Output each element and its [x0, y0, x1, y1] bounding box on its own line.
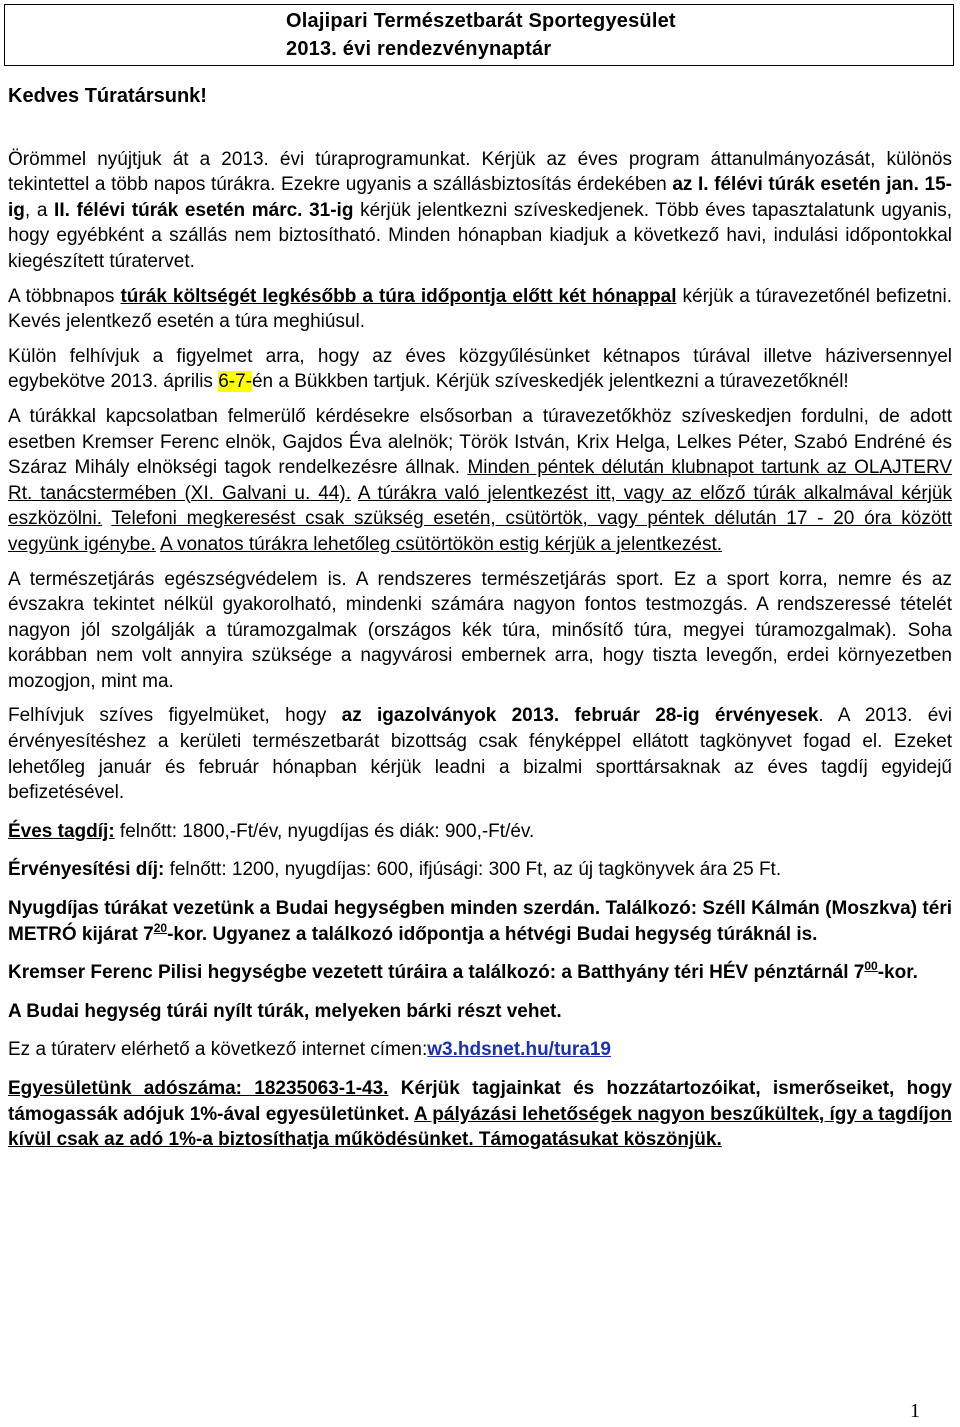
- paragraph-open-tours: A Budai hegység túrái nyílt túrák, melyeken bárki részt vehet.: [8, 1000, 562, 1022]
- paragraph-assembly: [8, 344, 952, 395]
- deadline-first-half: az I. félévi túrák esetén jan. 15-ig: [8, 174, 952, 221]
- annual-fee-values: felnőtt: 1800,-Ft/év, nyugdíjas és diák: 900,-Ft/év.: [114, 820, 535, 842]
- text: , a: [24, 199, 55, 221]
- highlighted-dates: 6-7-: [218, 371, 252, 393]
- deadline-second-half: II. félévi túrák esetén márc. 31-ig: [54, 199, 354, 221]
- text: Ez a túraterv elérhető a következő internet címen:: [8, 1039, 428, 1061]
- support-request: A pályázási lehetőségek nagyon beszűkültek, így a tagdíjon kívül csak az adó 1%-a biztosíthatja működésünket. Támogatásukat köszönjük.: [8, 1103, 952, 1151]
- phone-info: Telefoni megkeresést csak szükség esetén, csütörtök, vagy péntek délután 17 - 20 óra között vegyünk igénybe.: [8, 508, 952, 555]
- header-box: [4, 4, 954, 66]
- greeting: Kedves Túratársunk!: [8, 85, 207, 107]
- text: -kor. Ugyanez a találkozó időpontja a hétvégi Budai hegység túráknál is.: [167, 923, 818, 945]
- text: Nyugdíjas túrákat vezetünk a Budai hegységben minden szerdán. Találkozó: Széll Kálmán (Moszkva) téri METRÓ kijárat 7: [8, 898, 952, 945]
- validation-fee-label: Érvényesítési díj:: [8, 859, 165, 881]
- text: A többnapos: [8, 285, 121, 307]
- website-link[interactable]: w3.hdsnet.hu/tura19: [427, 1039, 611, 1061]
- time-minutes: 00: [864, 959, 878, 974]
- text: A túrákkal kapcsolatban felmerülő kérdésekre elsősorban a túravezetőkhöz szíveskedjen fordulni, de adott esetben Kremser Ferenc elnök, Gajdos Éva alelnök; Török István, Krix Helga, Lelkes Péter, Szabó Endréné és Száraz Mihály elnökségi tagok rendelkezésre állnak.: [8, 405, 952, 479]
- annual-fee-label: Éves tagdíj:: [8, 820, 115, 842]
- registration-info: A túrákra való jelentkezést itt, vagy az előző túrák alkalmával kérjük eszközölni.: [8, 482, 952, 530]
- text: [102, 508, 111, 529]
- page-number: 1: [910, 1400, 920, 1422]
- paragraph-costs: [8, 284, 952, 335]
- text: [351, 483, 358, 504]
- paragraph-contacts: [8, 404, 952, 558]
- paragraph-intro: [8, 147, 952, 275]
- organization-name: Olajipari Természetbarát Sportegyesület: [286, 10, 676, 32]
- text: Kérjük tagjainkat és hozzátartozóikat, ismerőseiket, hogy támogassák adójuk 1%-ával egyesületünket.: [8, 1078, 952, 1125]
- text: Külön felhívjuk a figyelmet arra, hogy az éves közgyűlésünket kétnapos túrával illetve háziversennyel egybekötve 2013. április: [8, 345, 952, 393]
- paragraph-pilis-tours: [8, 960, 952, 986]
- paragraph-validation-fee: [8, 857, 952, 883]
- paragraph-validation: [8, 703, 952, 805]
- document-title: 2013. évi rendezvénynaptár: [286, 38, 552, 60]
- text: Örömmel nyújtjuk át a 2013. évi túraprogramunkat. Kérjük az éves program áttanulmányozását, különös tekintettel a több napos túrákra. Ezekre ugyanis a szállásbiztosítás érdekében: [8, 148, 952, 196]
- club-day-info: Minden péntek délután klubnapot tartunk az OLAJTERV Rt. tanácstermében (XI. Galvani u. 44).: [8, 457, 952, 504]
- text: én a Bükkben tartjuk. Kérjük szíveskedjék jelentkezni a túravezetőknél!: [251, 371, 849, 393]
- letter-body: [8, 84, 952, 1153]
- paragraph-tax: [8, 1076, 952, 1153]
- text: . A 2013. évi érvényesítéshez a kerületi természetbarát bizottság csak fényképpel ellátott tagkönyvet fogad el. Ezeket lehetőleg január és február hónapban kérjük leadni a bizalmi sporttársaknak az éves tagdíj egyidejű befizetésével.: [8, 705, 952, 804]
- id-validity: az igazolványok 2013. február 28-ig érvényesek: [341, 705, 819, 727]
- paragraph-pensioner-tours: [8, 896, 952, 947]
- train-tour-info: A vonatos túrákra lehetőleg csütörtökön estig kérjük a jelentkezést.: [160, 533, 722, 555]
- paragraph-health: A természetjárás egészségvédelem is. A rendszeres természetjárás sport. Ez a sport korra, nemre és az évszakra tekintet nélkül gyakorolható, mindenki számára nagyon fontos testmozgás. A rendszeressé tételét nagyon jól szolgálják a túramozgalmak (országos kék túra, minősítő túra, megyei túramozgalmak). Soha korábban nem volt annyira szüksége a nagyvárosi embernek arra, hogy tiszta levegőn, erdei környezetben mozogjon, mint ma.: [8, 568, 952, 692]
- text: Kremser Ferenc Pilisi hegységbe vezetett túráira a találkozó: a Batthyány téri HÉV pénztárnál 7: [8, 962, 865, 984]
- text: kérjük jelentkezni szíveskedjenek. Több éves tapasztalatunk ugyanis, hogy egyébként a szállás nem biztosítható. Minden hónapban kiadjuk a következő havi, indulási időpontokkal kiegészített túratervet.: [8, 199, 953, 272]
- text: kérjük a túravezetőnél befizetni. Kevés jelentkező esetén a túra meghiúsul.: [8, 285, 952, 333]
- text: Felhívjuk szíves figyelmüket, hogy: [8, 705, 342, 727]
- paragraph-annual-fee: [8, 819, 952, 845]
- tax-number: Egyesületünk adószáma: 18235063-1-43.: [8, 1078, 389, 1099]
- validation-fee-values: felnőtt: 1200, nyugdíjas: 600, ifjúsági: 300 Ft, az új tagkönyvek ára 25 Ft.: [164, 859, 782, 881]
- cost-deadline: túrák költségét legkésőbb a túra időpontja előtt két hónappal: [120, 285, 677, 307]
- text: -kor.: [877, 962, 918, 984]
- time-minutes: 20: [153, 920, 168, 935]
- paragraph-website: [8, 1037, 952, 1063]
